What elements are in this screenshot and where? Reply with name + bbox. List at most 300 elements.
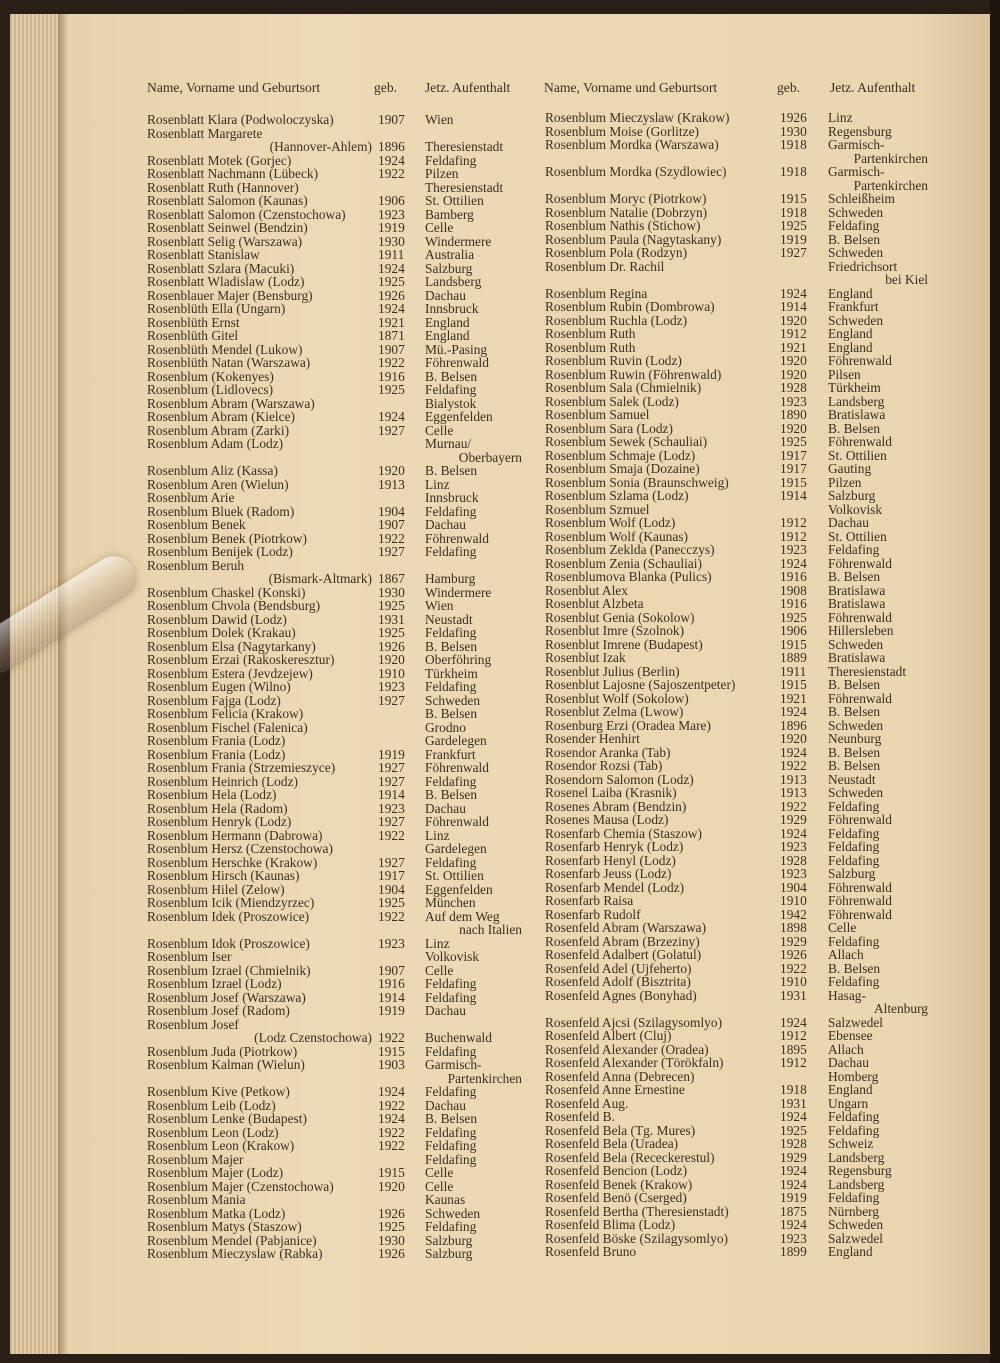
list-entry [545,1029,945,1043]
entry-residence: Föhrenwald [828,879,892,895]
entry-residence: B. Belsen [828,677,881,692]
entry-residence: Wien [425,112,454,127]
list-entry-continuation [147,1031,547,1045]
list-entry [147,424,547,438]
list-entry [147,950,547,964]
entry-name: Rosenblum Aren (Wielun) [147,476,289,492]
entry-name: Rosenblum Juda (Piotrkow) [147,1043,298,1059]
entry-residence: Feldafing [425,773,477,789]
list-entry [545,1110,945,1124]
list-entry [147,748,547,762]
list-entry [147,707,547,721]
list-entry-continuation [147,140,547,154]
entry-residence: Oberföhring [425,652,492,667]
list-entry-continuation [545,1002,945,1016]
entry-birth-year: 1923 [378,679,405,694]
entry-residence: Feldafing [425,1138,477,1153]
list-entry [147,248,547,262]
entry-residence: Salzburg [425,1232,473,1248]
entry-birth-year: 1924 [378,409,405,424]
entry-residence: Schweden [425,1205,481,1221]
entry-name: Rosenblum Leon (Krakow) [147,1138,295,1153]
entry-name: Rosenblum Natalie (Dobrzyn) [545,204,708,220]
entry-name: Rosenblatt Szlara (Macuki) [147,260,295,276]
entry-residence: Bratislawa [828,582,886,598]
entry-name: Rosenblum Hela (Radom) [147,800,288,816]
entry-birth-year: 1899 [780,1244,807,1259]
entry-name: Rosenblum Benijek (Lodz) [147,544,293,559]
entry-name: Rosenblum Icik (Miendzyrzec) [147,895,315,910]
list-entry [545,962,945,976]
entry-name: Rosenblatt Klara (Podwoloczyska) [147,112,334,127]
list-entry [545,678,945,692]
entry-name: Rosenblum Herschke (Krakow) [147,854,318,870]
entry-birth-year: 1926 [378,1246,405,1261]
list-entry [147,869,547,883]
entry-name: Rosenblatt Ruth (Hannover) [147,179,299,195]
entry-name: Rosenblum Samuel [545,407,650,422]
list-entry [545,260,945,274]
entry-residence: Gardelegen [425,733,487,748]
list-entry [147,194,547,208]
list-entry [545,854,945,868]
entry-birth-year: 1921 [780,339,807,355]
entry-birth-year: 1895 [780,1041,807,1057]
entry-birth-year: 1875 [780,1203,807,1219]
list-entry [545,867,945,881]
entry-birth-year: 1912 [780,1028,807,1043]
entry-residence: Buchenwald [425,1030,492,1045]
list-entry [147,356,547,370]
entry-name: Rosenfeld B. [545,1109,615,1124]
entry-residence: Feldafing [425,544,477,559]
entry-name: Rosenblum Ruth [545,326,636,341]
list-entry [545,138,945,152]
entry-name: Rosenfeld Abram (Warszawa) [545,920,707,935]
entry-birth-year: 1931 [780,1095,807,1111]
list-entry [147,775,547,789]
entry-name: Rosenfeld Bruno [545,1244,637,1259]
list-entry [147,478,547,492]
entry-birth-year: 1914 [378,787,405,802]
entry-name: Rosenblum Zeklda (Panecczys) [545,542,715,557]
entry-name: Rosenfarb Jeuss (Lodz) [545,866,672,881]
entry-birth-year: 1926 [780,947,807,962]
entry-name: Rosenblum Abram (Kielce) [147,409,296,424]
list-entry [545,206,945,220]
entry-birth-year: 1924 [378,301,405,316]
list-entry [545,935,945,949]
entry-name: Rosenblut Imrene (Budapest) [545,636,703,652]
entry-residence: Feldafing [828,974,880,989]
entry-name: Rosenblum Abram (Warszawa) [147,395,315,411]
entry-name: Rosenfeld Ajcsi (Szilagysomlyo) [545,1014,723,1030]
list-entry [147,1085,547,1099]
entry-name: Rosenblut Lajosne (Sajoszentpeter) [545,677,736,692]
entry-birth-year: 1930 [780,123,807,139]
entry-birth-year: 1929 [780,1149,807,1165]
list-entry [147,613,547,627]
entry-birth-year: 1924 [780,285,807,301]
list-entry [545,1070,945,1084]
entry-name: Rosenblum Ruchla (Lodz) [545,312,688,328]
entry-residence: Schweden [828,717,884,733]
entry-residence: St. Ottilien [425,193,484,208]
entry-residence: Celle [425,220,454,235]
entry-name: Rosenblum Mania [147,1192,246,1207]
entry-residence: Homberg [828,1068,879,1084]
entry-birth-year: 1922 [780,960,807,976]
list-entry [147,532,547,546]
entry-name: Rosenfeld Bela (Uradea) [545,1136,679,1151]
entry-birth-year: 1922 [378,530,405,546]
entry-residence: Theresienstadt [425,139,504,154]
list-entry [545,408,945,422]
list-entry [545,989,945,1003]
entry-residence: England [828,1082,873,1097]
entry-birth-year: 1915 [780,191,807,206]
entry-residence: Föhrenwald [828,893,892,908]
list-entry [545,813,945,827]
entry-birth-year: 1920 [378,1178,405,1194]
entry-residence: Hamburg [425,571,476,586]
entry-birth-year: 1930 [378,584,405,600]
entry-birth-year: 1915 [780,636,807,652]
entry-birth-year: 1914 [780,299,807,314]
entry-birth-year: 1925 [780,609,807,625]
entry-name: Rosenblum Wolf (Kaunas) [545,528,688,544]
entry-birth-year: 1914 [378,989,405,1005]
list-entry [147,599,547,613]
entry-birth-year: 1924 [780,1109,807,1124]
entry-residence: Hasag- [828,987,866,1003]
entry-name: Rosenblum Dolek (Krakau) [147,625,296,640]
entry-birth-year: 1923 [780,1230,807,1246]
entry-residence: Theresienstadt [425,179,504,195]
list-entry [147,1153,547,1167]
list-entry [147,653,547,667]
entry-name: Rosenfeld Alexander (Törökfaln) [545,1055,724,1070]
entry-name: Rosenfeld Bertha (Theresienstadt) [545,1203,729,1219]
entry-residence: England [828,326,873,341]
entry-name: Rosenfeld Adel (Ujfeherto) [545,960,692,976]
entry-name: Rosenburg Erzi (Oradea Mare) [545,717,711,733]
entry-residence: Volkovisk [425,949,480,964]
list-entry [147,181,547,195]
entry-residence: Kaunas [425,1192,466,1207]
entry-residence: Celle [425,962,454,978]
entry-birth-year: 1919 [780,231,807,247]
list-entry [545,1016,945,1030]
list-entry [545,692,945,706]
entry-residence: B. Belsen [425,463,478,478]
list-entry [545,246,945,260]
entry-residence: England [425,314,470,330]
entry-residence: Salzburg [828,488,876,503]
entry-residence: Frankfurt [828,299,879,314]
header-name-column: Name, Vorname und Geburtsort [147,80,321,95]
entry-name: Rosenblum Smaja (Dozaine) [545,461,700,476]
entry-name: Rosenfarb Henyl (Lodz) [545,852,676,868]
entry-name: Rosenblüth Mendel (Lukow) [147,341,303,357]
entry-birth-year: 1916 [378,368,405,384]
list-entry [545,773,945,787]
entry-residence: Eggenfelden [425,409,493,424]
list-entry [545,314,945,328]
entry-residence: Salzwedel [828,1014,884,1030]
entry-residence: Feldafing [828,542,880,557]
list-entry [147,640,547,654]
entry-name: Rosenfeld Bencion (Lodz) [545,1163,688,1178]
entry-name: Rosenblum Mordka (Szydlowiec) [545,164,727,179]
entry-name: Rosenel Laiba (Krasnik) [545,785,677,800]
entry-birthplace: (Hannover-Ahlem) [269,139,372,154]
entry-birth-year: 1912 [780,326,807,341]
entry-birth-year: 1906 [780,623,807,638]
entry-name: Rosenblum Adam (Lodz) [147,436,284,451]
entry-residence: Feldafing [425,625,477,640]
entry-name: Rosenblum (Kokenyes) [147,368,274,384]
list-entry [545,233,945,247]
list-entry [147,410,547,424]
entry-residence: B. Belsen [828,569,881,584]
entry-residence: England [828,285,873,301]
list-entry [545,719,945,733]
list-entry [545,1137,945,1151]
entry-birth-year: 1904 [780,879,807,895]
entry-residence: Regensburg [828,123,892,139]
entry-residence: St. Ottilien [828,447,887,463]
entry-residence: B. Belsen [425,638,478,654]
entry-residence: Australia [425,247,475,262]
list-entry [545,1191,945,1205]
list-entry [147,680,547,694]
entry-name: Rosenblum Erzai (Rakoskeresztur) [147,652,335,667]
list-entry [147,518,547,532]
list-entry [147,1234,547,1248]
entry-residence: Föhrenwald [828,555,892,571]
entry-birth-year: 1910 [780,974,807,989]
entry-name: Rosenblum (Lidlovecs) [147,382,274,397]
list-entry [545,327,945,341]
list-entry [147,1180,547,1194]
entry-residence: Feldafing [425,976,477,991]
entry-residence: Neustadt [828,771,876,787]
entry-residence: Schweden [828,245,884,260]
list-entry [147,1126,547,1140]
list-entry [545,111,945,125]
entry-residence: Grodno [425,719,466,735]
entry-name: Rosenblum Idek (Proszowice) [147,908,310,924]
list-entry [545,746,945,760]
entry-residence: Windermere [425,233,492,249]
entry-birth-year: 1931 [378,611,405,627]
entry-residence: Feldafing [425,1043,477,1059]
entry-birth-year: 1924 [378,1084,405,1099]
list-entry [147,1058,547,1072]
entry-residence: Innsbruck [425,490,479,505]
entry-name: Rosenblum Zenia (Schauliai) [545,555,702,571]
list-entry [545,462,945,476]
entry-residence: Linz [425,476,450,492]
list-entry [545,894,945,908]
entry-residence-continuation: Partenkirchen [853,177,928,193]
entry-birth-year: 1906 [378,193,405,208]
entry-residence: Feldafing [828,839,880,854]
list-entry [545,908,945,922]
entry-residence: Bialystok [425,395,477,411]
entry-name: Rosenblüth Gitel [147,328,239,343]
entry-name: Rosenblum Iser [147,949,232,964]
entry-birth-year: 1927 [378,760,405,775]
entry-residence: Feldafing [425,1124,477,1140]
entry-birth-year: 1920 [378,652,405,667]
header-name-column: Name, Vorname und Geburtsort [544,80,718,95]
entry-birth-year: 1903 [378,1057,405,1072]
list-entry [147,302,547,316]
list-entry [545,1124,945,1138]
entry-birth-year: 1920 [378,463,405,478]
entry-name: Rosenblum Moise (Gorlitze) [545,123,699,139]
entry-name: Rosenblum Mendel (Pabjanice) [147,1232,317,1248]
list-entry [147,329,547,343]
entry-birth-year: 1924 [378,260,405,276]
list-entry [545,1083,945,1097]
entry-name: Rosenblum Aliz (Kassa) [147,463,278,478]
entry-residence: Wien [425,598,454,613]
list-entry [545,300,945,314]
entry-residence: Föhrenwald [828,690,892,706]
entry-residence: Theresienstadt [828,663,907,679]
entry-birth-year: 1925 [378,598,405,613]
entry-birth-year: 1929 [780,812,807,827]
entry-name: Rosenblum Rubin (Dombrowa) [545,299,715,314]
entry-name: Rosenblum Felicia (Krakow) [147,706,304,721]
entry-residence: Auf dem Weg [425,908,500,924]
entry-name: Rosenblum Nathis (Stichow) [545,218,701,233]
entry-name: Rosenes Mausa (Lodz) [545,812,669,827]
list-entry [147,343,547,357]
entry-name: Rosenfarb Mendel (Lodz) [545,879,685,895]
entry-residence: Pilzen [828,474,862,490]
entry-name: Rosenblum Ruvin (Lodz) [545,353,682,368]
entry-residence: Dachau [425,287,466,303]
entry-residence: München [425,895,476,910]
list-entry [545,827,945,841]
entry-name: Rosenfeld Abram (Brzeziny) [545,933,700,949]
list-entry [147,208,547,222]
entry-name: Rosenblum Josef (Warszawa) [147,989,306,1005]
entry-birth-year: 1924 [378,152,405,168]
list-entry [147,883,547,897]
entry-birth-year: 1926 [780,110,807,125]
entry-name: Rosenblum Eugen (Wilno) [147,679,291,694]
list-entry [147,289,547,303]
list-entry-continuation [147,1072,547,1086]
entry-birth-year: 1927 [378,422,405,438]
entry-name: Rosenblatt Margarete [147,125,263,141]
entry-name: Rosendor Rozsi (Tab) [545,758,663,773]
list-entry [147,262,547,276]
entry-name: Rosenblum Bluek (Radom) [147,503,295,519]
list-entry [147,842,547,856]
entry-name: Rosenblum Kalman (Wielun) [147,1057,305,1072]
entry-name: Rosenblatt Wladislaw (Lodz) [147,274,305,289]
entry-name: Rosenfeld Bela (Receckerestul) [545,1149,715,1165]
entry-residence: Feldafing [425,854,477,870]
list-entry [545,840,945,854]
entry-residence: Bratislawa [828,596,886,611]
list-entry [147,221,547,235]
entry-residence: Föhrenwald [425,760,489,775]
entry-residence: Feldafing [425,503,477,519]
list-entry [545,1232,945,1246]
list-entry [545,881,945,895]
list-entry [545,1164,945,1178]
entry-birth-year: 1919 [378,220,405,235]
list-entry [147,370,547,384]
entry-name: Rosenblum Majer (Lodz) [147,1165,284,1180]
entry-name: Rosenfeld Anne Ernestine [545,1082,685,1097]
list-entry [147,275,547,289]
entry-name: Rosenblut Alex [545,582,628,598]
list-entry [147,437,547,451]
entry-name: Rosenfeld Benö (Cserged) [545,1190,687,1205]
entry-residence: Linz [425,827,450,843]
list-entry [545,975,945,989]
entry-residence: Allach [828,947,864,962]
entry-name: Rosenblum Josef [147,1016,239,1032]
list-entry [147,505,547,519]
entry-birth-year: 1918 [780,1082,807,1097]
entry-residence: Schweden [828,785,884,800]
entry-residence: Garmisch- [425,1057,482,1072]
list-entry [147,721,547,735]
list-entry [147,1220,547,1234]
entry-residence: Schleißheim [828,191,895,206]
entry-residence: Feldafing [425,679,477,694]
entry-birth-year: 1915 [780,474,807,490]
entry-birth-year: 1920 [780,312,807,328]
entry-birth-year: 1918 [780,164,807,179]
entry-residence: Allach [828,1041,864,1057]
list-entry [545,516,945,530]
entry-name: Rosenblum Heinrich (Lodz) [147,773,298,789]
entry-residence: Murnau/ [425,436,472,451]
entry-name: Rosenblum Mieczyslaw (Krakow) [545,110,730,125]
list-entry [545,800,945,814]
entry-residence: Feldafing [425,1084,477,1099]
entry-name: Rosenblut Genia (Sokolow) [545,609,695,625]
entry-birth-year: 1928 [780,380,807,395]
entry-residence: Bratislawa [828,650,886,665]
entry-residence: B. Belsen [828,960,881,976]
entry-birth-year: 1926 [378,287,405,303]
entry-birth-year: 1924 [378,1111,405,1126]
entry-name: Rosenblum Josef (Radom) [147,1003,290,1018]
entry-birth-year: 1922 [378,166,405,181]
entry-birth-year: 1926 [378,1205,405,1221]
entry-name: Rosenblum Leon (Lodz) [147,1124,279,1140]
entry-birth-year: 1907 [378,517,405,532]
entry-birth-year: 1912 [780,1055,807,1070]
entry-residence: Föhrenwald [425,814,489,829]
list-entry [545,1245,945,1259]
entry-name: Rosenblum Hirsch (Kaunas) [147,868,300,883]
entry-birth-year: 1916 [780,596,807,611]
entry-name: Rosenblatt Nachmann (Lübeck) [147,166,319,181]
entry-birthplace: (Lodz Czenstochowa) [254,1030,372,1045]
